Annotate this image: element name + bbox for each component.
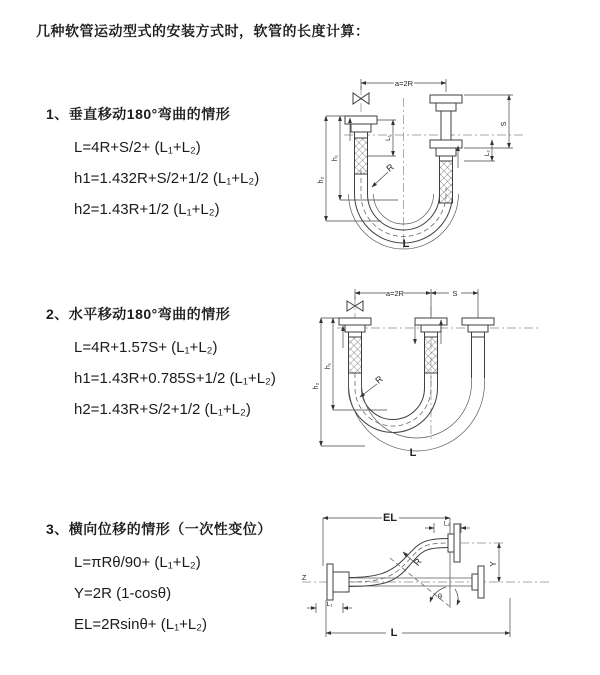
dim-label-h2: h₂ <box>313 382 320 390</box>
dim-label-h1: h₁ <box>332 154 339 162</box>
dim-label-h1: h₁ <box>325 362 332 370</box>
dim-label-h2: h₂ <box>318 176 325 184</box>
formula-line: L=4R+S/2+ (L₁+L₂) <box>74 139 201 156</box>
dim-y <box>489 543 499 582</box>
page-title: 几种软管运动型式的安装方式时，软管的长度计算： <box>36 23 370 39</box>
dim-l2 <box>464 140 495 161</box>
hose-u-bend-position2 <box>349 373 485 451</box>
formula-line: Y=2R (1-cosθ) <box>74 585 172 602</box>
dim-label-l: L <box>390 627 398 639</box>
section-1-heading: 1、垂直移动180°弯曲的情形 <box>46 106 231 122</box>
section-3-heading: 3、横向位移的情形（一次性变位） <box>46 521 272 537</box>
dim-label-r: R <box>411 556 424 568</box>
dim-l2 <box>425 521 470 534</box>
dim-label-l: L <box>402 238 410 250</box>
dim-label-s: S <box>501 121 508 127</box>
dim-s <box>431 289 478 298</box>
formula-line: h2=1.43R+1/2 (L₁+L₂) <box>74 201 220 218</box>
dim-label-theta: θ <box>437 592 443 601</box>
dim-label-l2: L₂ <box>443 520 451 528</box>
hose-s-curve <box>349 539 448 587</box>
middle-fitting <box>415 318 447 373</box>
left-flange <box>327 564 349 600</box>
raised-flange <box>448 524 503 562</box>
formula-line: L=πRθ/90+ (L₁+L₂) <box>74 554 201 571</box>
dim-label-y: Y <box>489 561 498 567</box>
left-fitting <box>339 318 371 373</box>
formula-line: EL=2Rsinθ+ (L₁+L₂) <box>74 616 208 633</box>
section-horizontal-bend <box>46 304 316 425</box>
dim-label-l1: L₁ <box>385 135 392 141</box>
dim-l <box>326 598 510 639</box>
dim-label-r: R <box>384 161 396 174</box>
break-mark-label: Z <box>302 575 307 582</box>
dim-label-l2: L₂ <box>484 149 491 157</box>
dim-a2r <box>361 79 446 92</box>
diagram-horizontal-180-bend <box>301 278 546 466</box>
formula-line: h1=1.432R+S/2+1/2 (L₁+L₂) <box>74 170 260 187</box>
section-lateral-displacement <box>46 519 316 640</box>
radius-callout <box>372 161 396 187</box>
section-2-heading: 2、水平移动180°弯曲的情形 <box>46 306 231 322</box>
radius-callout <box>403 552 424 568</box>
diagram-lateral-displacement <box>294 496 559 658</box>
dim-label-el: EL <box>382 512 398 524</box>
formula-line: h2=1.43R+S/2+1/2 (L₁+L₂) <box>74 401 251 418</box>
diagram-vertical-180-bend <box>306 68 536 260</box>
dim-label-l: L <box>409 447 417 459</box>
dim-l1 <box>307 601 352 613</box>
braided-hose-section <box>425 337 438 373</box>
dim-s <box>464 95 513 148</box>
dim-l1 <box>368 120 396 156</box>
dim-label-r: R <box>373 373 385 386</box>
braided-hose-section <box>349 337 362 373</box>
radius-callout <box>360 373 385 397</box>
dim-label-l1: L₁ <box>326 601 333 608</box>
section-vertical-bend <box>46 104 316 225</box>
dim-a2r <box>355 289 478 318</box>
dim-label-a2r: a=2R <box>394 79 414 88</box>
dim-label-s: S <box>452 289 458 298</box>
right-fitting-displaced <box>462 318 494 378</box>
formula-line: L=4R+1.57S+ (L₁+L₂) <box>74 339 218 356</box>
braided-hose-section <box>355 138 368 174</box>
formula-line: h1=1.43R+0.785S+1/2 (L₁+L₂) <box>74 370 276 387</box>
right-fitting <box>430 95 462 203</box>
dim-el <box>323 512 450 608</box>
dim-label-a2r: a=2R <box>385 289 405 298</box>
